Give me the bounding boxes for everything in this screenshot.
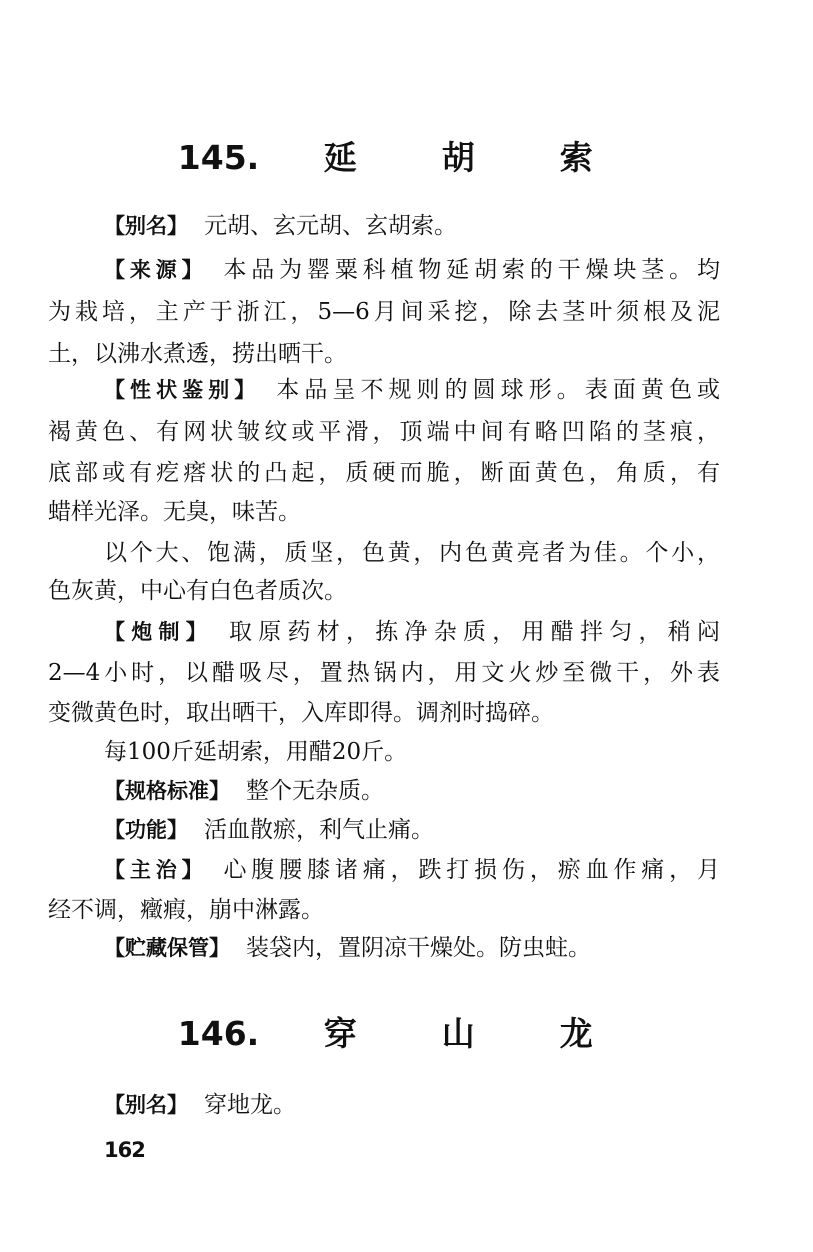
text-line: 蜡样光泽。无臭，味苦。 bbox=[48, 499, 301, 525]
section-label: 【来源】 bbox=[104, 258, 208, 282]
text-line: 变微黄色时，取出晒干，入库即得。调剂时捣碎。 bbox=[48, 700, 554, 726]
storage-line bbox=[104, 930, 720, 966]
text-line: 土，以沸水煮透，捞出晒干。 bbox=[48, 341, 347, 367]
section-text: 本品呈不规则的圆球形。表面黄色或 bbox=[276, 377, 720, 403]
title-char: 胡 bbox=[441, 138, 475, 177]
section-label: 【别名】 bbox=[104, 1093, 188, 1117]
title-char: 延 bbox=[323, 138, 357, 177]
source-line bbox=[104, 252, 720, 288]
entry-number: 145. bbox=[177, 138, 260, 177]
section-text: 元胡、玄元胡、玄胡索。 bbox=[204, 213, 457, 239]
section-label: 【性状鉴别】 bbox=[104, 378, 261, 402]
section-label: 【贮藏保管】 bbox=[104, 936, 230, 960]
entry-145-title bbox=[0, 138, 813, 178]
identification-line bbox=[104, 372, 720, 408]
text-line: 褐黄色、有网状皱纹或平滑，顶端中间有略凹陷的茎痕， bbox=[48, 419, 720, 445]
text-line: 为栽培，主产于浙江，5—6月间采挖，除去茎叶须根及泥 bbox=[48, 299, 720, 325]
title-char: 穿 bbox=[323, 1014, 357, 1053]
section-label: 【别名】 bbox=[104, 214, 188, 238]
section-label: 【主治】 bbox=[104, 858, 208, 882]
title-char: 山 bbox=[441, 1014, 475, 1053]
section-text: 装袋内，置阴凉干燥处。防虫蛀。 bbox=[246, 935, 591, 961]
function-line bbox=[104, 812, 720, 848]
entry-146-title bbox=[0, 1014, 813, 1054]
title-char: 龙 bbox=[559, 1014, 593, 1053]
alias-line bbox=[104, 208, 720, 244]
section-text: 穿地龙。 bbox=[204, 1092, 296, 1118]
section-text: 整个无杂质。 bbox=[246, 778, 384, 804]
text-line: 底部或有疙瘩状的凸起，质硬而脆，断面黄色，角质，有 bbox=[48, 460, 720, 486]
text-line: 2—4小时，以醋吸尽，置热锅内，用文火炒至微干，外表 bbox=[48, 660, 720, 686]
processing-line bbox=[104, 614, 720, 650]
quality-line: 以个大、饱满，质坚，色黄，内色黄亮者为佳。个小， bbox=[104, 540, 720, 566]
section-text: 本品为罂粟科植物延胡索的干燥块茎。均 bbox=[223, 257, 720, 283]
section-text: 心腹腰膝诸痛，跌打损伤，瘀血作痛，月 bbox=[223, 857, 720, 883]
alias-line-146 bbox=[104, 1087, 720, 1123]
entry-number: 146. bbox=[177, 1014, 260, 1053]
text-line: 经不调，癥瘕，崩中淋露。 bbox=[48, 897, 324, 923]
page-number: 162 bbox=[104, 1138, 145, 1162]
section-text: 活血散瘀，利气止痛。 bbox=[204, 817, 434, 843]
section-label: 【炮制】 bbox=[104, 620, 213, 644]
section-label: 【功能】 bbox=[104, 818, 188, 842]
title-char: 索 bbox=[559, 138, 593, 177]
ratio-line: 每100斤延胡索，用醋20斤。 bbox=[104, 739, 408, 765]
section-label: 【规格标准】 bbox=[104, 779, 230, 803]
section-text: 取原药材，拣净杂质，用醋拌匀，稍闷 bbox=[229, 619, 720, 645]
specification-line bbox=[104, 773, 720, 809]
text-line: 色灰黄，中心有白色者质次。 bbox=[48, 578, 347, 604]
indications-line bbox=[104, 852, 720, 888]
